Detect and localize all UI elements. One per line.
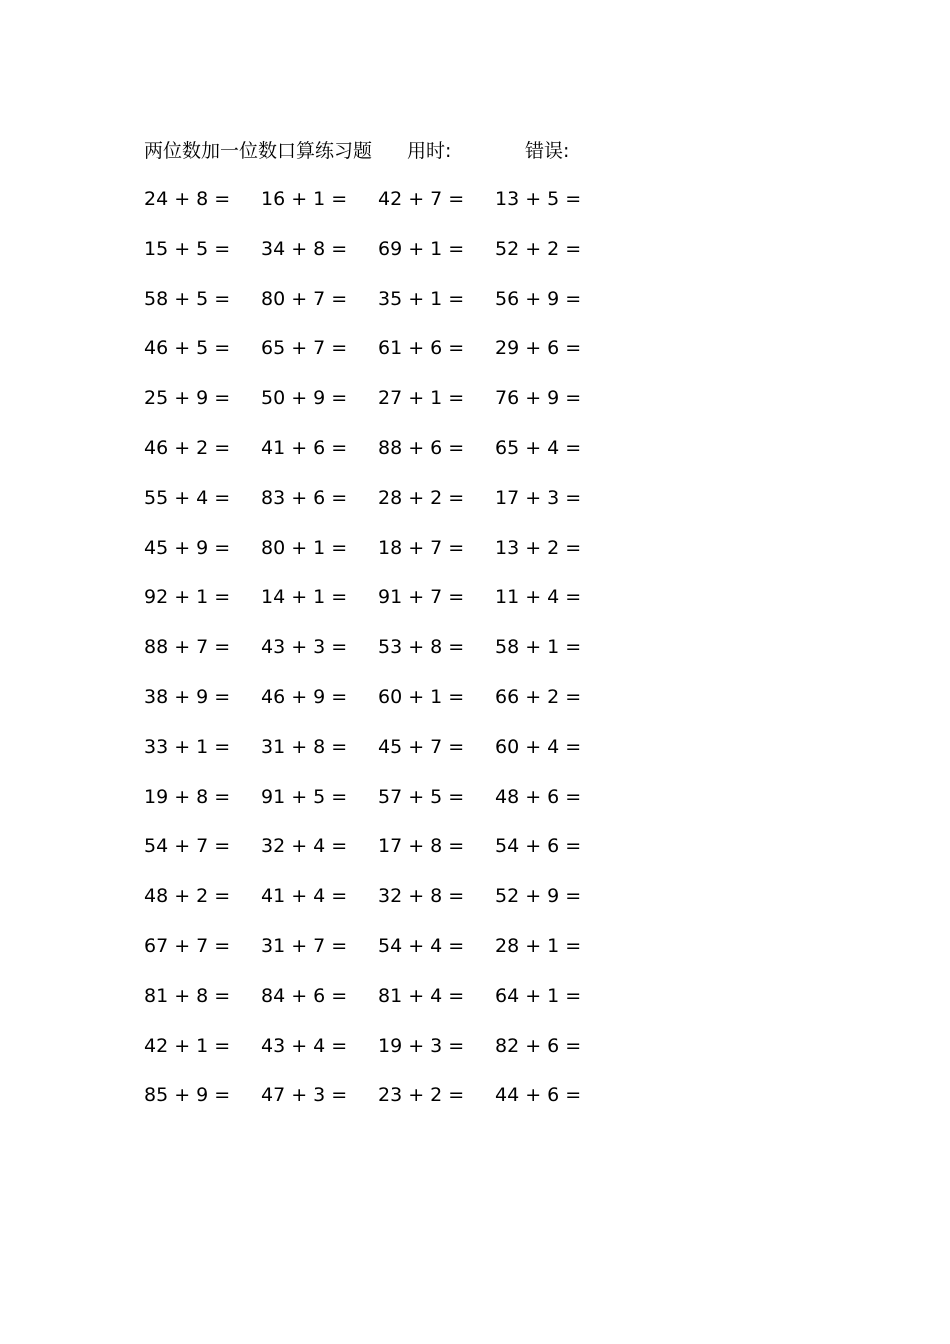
problem-row [144,284,644,334]
problem-item: 25 + 9 = [144,387,231,410]
problem-item: 35 + 1 = [378,287,465,310]
problem-item: 67 + 7 = [144,934,231,957]
problem-item: 17 + 8 = [378,835,465,858]
problem-item: 91 + 5 = [261,785,348,808]
problem-row [144,184,644,234]
problem-item: 53 + 8 = [378,636,465,659]
problem-grid [144,184,644,1130]
problem-item: 18 + 7 = [378,536,465,559]
problem-item: 19 + 3 = [378,1034,465,1057]
problem-item: 64 + 1 = [495,984,582,1007]
worksheet-title: 两位数加一位数口算练习题 [144,140,373,162]
problem-item: 66 + 2 = [495,685,582,708]
problem-item: 81 + 4 = [378,984,465,1007]
problem-item: 46 + 5 = [144,337,231,360]
problem-row [144,981,644,1031]
problem-item: 48 + 6 = [495,785,582,808]
problem-item: 83 + 6 = [261,486,348,509]
problem-item: 91 + 7 = [378,586,465,609]
problem-item: 58 + 1 = [495,636,582,659]
problem-item: 52 + 9 = [495,885,582,908]
problem-item: 14 + 1 = [261,586,348,609]
problem-item: 32 + 8 = [378,885,465,908]
problem-item: 69 + 1 = [378,237,465,260]
problem-item: 65 + 4 = [495,436,582,459]
problem-item: 85 + 9 = [144,1084,231,1107]
problem-item: 15 + 5 = [144,237,231,260]
problem-item: 42 + 7 = [378,188,465,210]
problem-row [144,1080,644,1130]
problem-item: 31 + 8 = [261,735,348,758]
problem-item: 80 + 7 = [261,287,348,310]
problem-row [144,333,644,383]
problem-item: 61 + 6 = [378,337,465,360]
problem-item: 43 + 4 = [261,1034,348,1057]
problem-item: 31 + 7 = [261,934,348,957]
problem-row [144,732,644,782]
problem-row [144,632,644,682]
problem-item: 38 + 9 = [144,685,231,708]
problem-item: 81 + 8 = [144,984,231,1007]
problem-item: 82 + 6 = [495,1034,582,1057]
problem-item: 60 + 4 = [495,735,582,758]
problem-item: 65 + 7 = [261,337,348,360]
problem-item: 28 + 1 = [495,934,582,957]
problem-item: 92 + 1 = [144,586,231,609]
problem-item: 56 + 9 = [495,287,582,310]
problem-item: 24 + 8 = [144,188,231,210]
problem-item: 57 + 5 = [378,785,465,808]
problem-item: 48 + 2 = [144,885,231,908]
problem-item: 27 + 1 = [378,387,465,410]
problem-row [144,1031,644,1081]
problem-row [144,433,644,483]
problem-row [144,782,644,832]
problem-item: 33 + 1 = [144,735,231,758]
problem-item: 84 + 6 = [261,984,348,1007]
problem-item: 45 + 9 = [144,536,231,559]
problem-item: 60 + 1 = [378,685,465,708]
problem-item: 42 + 1 = [144,1034,231,1057]
problem-row [144,831,644,881]
problem-item: 54 + 7 = [144,835,231,858]
problem-item: 13 + 5 = [495,188,582,210]
problem-item: 13 + 2 = [495,536,582,559]
problem-row [144,234,644,284]
problem-item: 46 + 2 = [144,436,231,459]
problem-item: 47 + 3 = [261,1084,348,1107]
problem-item: 11 + 4 = [495,586,582,609]
problem-item: 54 + 6 = [495,835,582,858]
problem-item: 19 + 8 = [144,785,231,808]
problem-row [144,682,644,732]
problem-item: 54 + 4 = [378,934,465,957]
problem-item: 88 + 6 = [378,436,465,459]
problem-item: 50 + 9 = [261,387,348,410]
problem-row [144,483,644,533]
problem-item: 17 + 3 = [495,486,582,509]
problem-item: 29 + 6 = [495,337,582,360]
problem-item: 55 + 4 = [144,486,231,509]
problem-item: 80 + 1 = [261,536,348,559]
problem-item: 34 + 8 = [261,237,348,260]
problem-row [144,533,644,583]
problem-item: 41 + 4 = [261,885,348,908]
problem-item: 88 + 7 = [144,636,231,659]
worksheet-header [144,136,844,166]
problem-item: 23 + 2 = [378,1084,465,1107]
problem-row [144,383,644,433]
errors-label: 错误: [525,140,570,162]
problem-row [144,931,644,981]
problem-item: 43 + 3 = [261,636,348,659]
problem-item: 32 + 4 = [261,835,348,858]
problem-item: 46 + 9 = [261,685,348,708]
problem-item: 52 + 2 = [495,237,582,260]
problem-item: 58 + 5 = [144,287,231,310]
problem-item: 44 + 6 = [495,1084,582,1107]
problem-row [144,582,644,632]
problem-item: 28 + 2 = [378,486,465,509]
time-used-label: 用时: [407,140,452,162]
problem-item: 16 + 1 = [261,188,348,210]
problem-row [144,881,644,931]
problem-item: 76 + 9 = [495,387,582,410]
problem-item: 45 + 7 = [378,735,465,758]
problem-item: 41 + 6 = [261,436,348,459]
